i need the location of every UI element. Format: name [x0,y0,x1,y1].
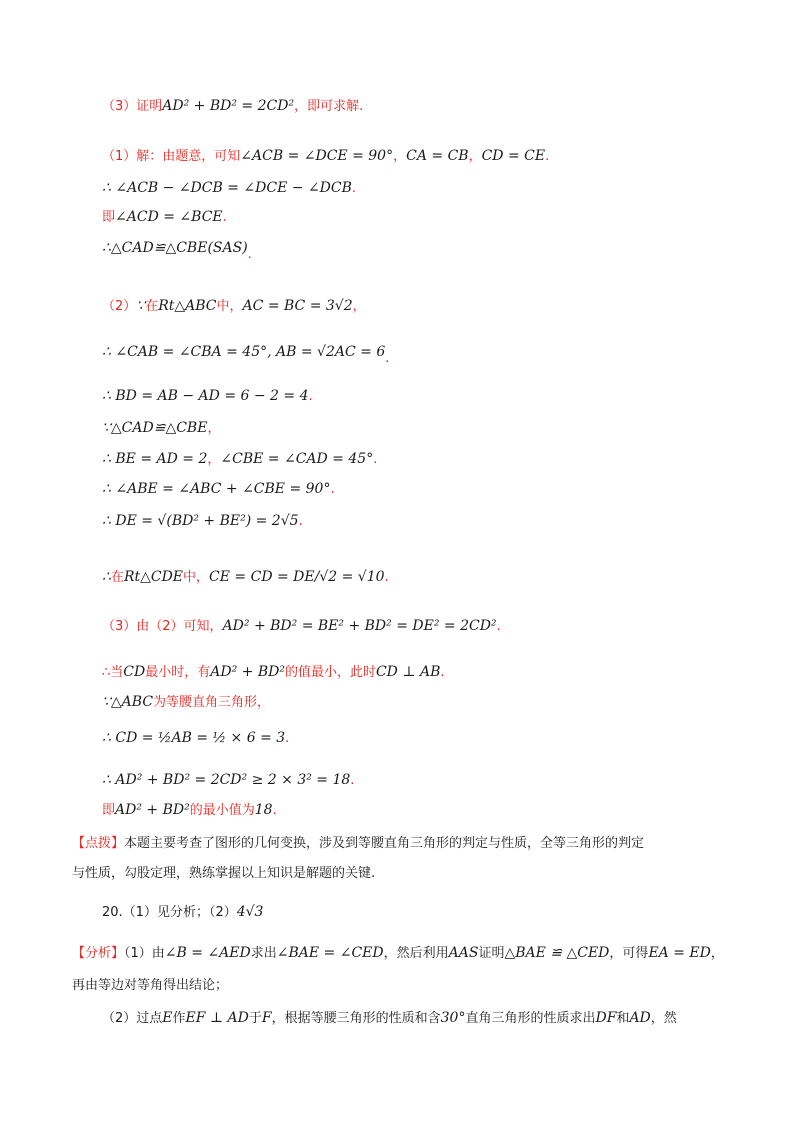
math-expression: ∠CBE = ∠CAD = 45° [220,451,374,467]
line-text: ， [207,421,221,436]
line-text: 在 [145,299,159,314]
math-expression: AD² + BD² [115,802,190,818]
line-text: . [298,514,303,529]
math-expression: ∵ [136,298,146,314]
line-9 [102,418,220,439]
line-20 [72,833,644,854]
math-expression: ∵△CAD≌△CBE [102,420,208,436]
math-expression: ∠ACB = ∠DCE = 90° [240,148,394,164]
line-11 [102,479,335,500]
line-text: 和 [616,1011,630,1026]
math-expression: AAS [448,945,479,961]
line-8 [102,386,313,407]
line-25 [102,1008,677,1029]
line-23 [72,943,724,964]
line-text: ， [710,946,724,961]
line-text: （1）解：由题意，可知 [102,149,241,164]
math-expression: ∴ ∠ACB − ∠DCB = ∠DCE − ∠DCB [102,180,352,196]
math-expression: △BAE ≌ △CED [504,945,610,961]
line-text: 【分析】 [72,946,125,961]
line-text: 证明 [478,946,505,961]
line-text: . [384,570,389,585]
line-text: 于 [248,1011,262,1026]
math-expression: ∴ AD² + BD² = 2CD² ≥ 2 × 3² = 18 [102,772,351,788]
line-1 [102,96,363,117]
math-expression: 4√3 [236,904,264,920]
line-text: 的最小值为 [189,803,255,818]
math-expression: CE = CD = DE/√2 = √10 [209,569,385,585]
line-text: ， [352,299,366,314]
line-text: 最小时，有 [145,665,211,680]
math-expression: ∴ CD = ½AB = ½ × 6 = 3 [102,730,286,746]
line-text: ，即可求解. [294,99,364,114]
math-expression: ∴ ∠CAB = ∠CBA = 45°, AB = √2AC = 6 [102,344,386,360]
math-expression: AD² + BD² = BE² + BD² = DE² = 2CD² [222,618,497,634]
line-12 [102,511,303,532]
math-expression: 18 [254,802,273,818]
math-expression: ∠BAE = ∠CED [276,945,384,961]
math-expression: ∵△ABC [102,694,154,710]
line-text: . [285,731,290,746]
line-text: . [351,181,357,196]
line-22 [102,902,263,923]
line-text: 即 [102,210,116,225]
line-text: . [496,619,501,634]
line-text: . [272,803,277,818]
line-text: 直角三角形的性质求出 [465,1011,596,1026]
math-expression: ∠ACD = ∠BCE [115,209,223,225]
line-text: （2）过点 [102,1011,163,1026]
line-text: 求出 [250,946,277,961]
line-text: 中， [216,299,243,314]
line-18 [102,770,354,791]
line-7 [102,342,390,366]
line-text: . [247,247,252,262]
math-expression: AD² + BD² = 2CD² [162,98,295,114]
line-text: ，可得 [609,946,649,961]
math-expression: F [261,1010,272,1026]
math-expression: CD = CE [481,148,546,164]
line-text: . [373,452,378,467]
line-text: 与性质，勾股定理，熟练掌握以上知识是解题的关键. [72,866,376,881]
line-15 [102,662,445,683]
math-expression: CA = CB [406,148,469,164]
line-text: 20.（1）见分析；（2） [102,905,237,920]
math-expression: ∴ BD = AB − AD = 6 − 2 = 4 [102,388,309,404]
line-4 [102,207,227,228]
math-expression: ∴ BE = AD = 2 [102,451,208,467]
math-expression: ∴ [102,569,111,585]
line-text: ，然后利用 [383,946,449,961]
line-text: . [350,773,355,788]
math-expression: CD [123,664,146,680]
math-expression: AD² + BD² [210,664,285,680]
line-text: 即 [102,803,116,818]
line-text: 作 [172,1011,186,1026]
line-6 [102,296,366,317]
line-text: （1）由 [124,946,165,961]
line-text: （3）证明 [102,99,163,114]
line-text: ， [393,149,407,164]
line-14 [102,616,501,637]
math-expression: Rt△CDE [123,569,184,585]
math-expression: E [162,1010,173,1026]
line-text: . [440,665,445,680]
line-24 [72,975,228,996]
line-16 [102,692,270,713]
line-2 [102,146,549,167]
line-10 [102,449,377,470]
line-text: 在 [110,570,124,585]
line-text: 中， [183,570,210,585]
line-text: ， [468,149,482,164]
math-expression: DF [595,1010,617,1026]
math-expression: EF ⊥ AD [185,1010,249,1026]
line-5 [102,238,252,262]
line-text: ，然 [650,1011,677,1026]
line-21 [72,863,375,884]
math-expression: AC = BC = 3√2 [242,298,353,314]
math-expression: ∴ ∠ABE = ∠ABC + ∠CBE = 90° [102,481,331,497]
math-expression: ∴ DE = √(BD² + BE²) = 2√5 [102,513,299,529]
line-text: . [222,210,227,225]
line-text: . [330,482,335,497]
math-expression: ∴△CAD≌△CBE(SAS) [102,240,248,256]
line-text: 为等腰直角三角形， [153,695,271,710]
line-3 [102,178,356,199]
line-text: . [385,351,390,366]
line-17 [102,728,289,749]
line-text: 再由等边对等角得出结论； [72,978,229,993]
line-text: 本题主要考查了图形的几何变换，涉及到等腰直角三角形的判定与性质，全等三角形的判定 [124,836,645,851]
line-text: ， [207,452,221,467]
line-text: （3）由（2）可知， [102,619,223,634]
math-expression: EA = ED [648,945,711,961]
line-text: ，根据等腰三角形的性质和含 [271,1011,441,1026]
math-expression: 30° [440,1010,466,1026]
line-13 [102,567,389,588]
line-text: . [308,389,313,404]
line-text: 【点拨】 [72,836,125,851]
math-expression: AD [629,1010,651,1026]
line-19 [102,800,277,821]
math-expression: Rt△ABC [158,298,217,314]
math-expression: CD ⊥ AB [375,664,441,680]
line-text: （2） [102,299,137,314]
line-text: ∴当 [102,665,124,680]
line-text: . [545,149,550,164]
line-text: 的值最小，此时 [284,665,376,680]
math-expression: ∠B = ∠AED [164,945,251,961]
